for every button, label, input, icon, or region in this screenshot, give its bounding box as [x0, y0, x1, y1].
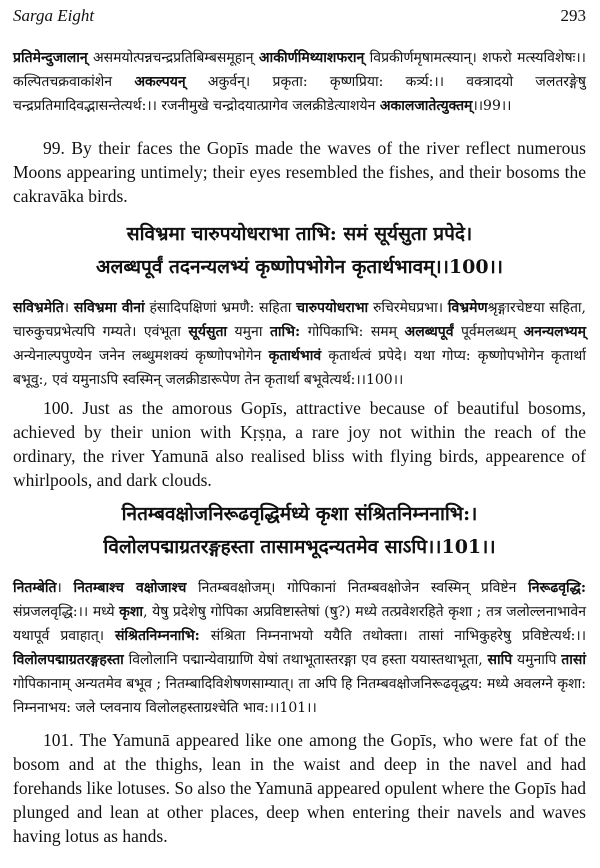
commentary-lemma: सविभ्रमेति — [13, 300, 64, 316]
commentary-lemma: अकल्पयन् — [134, 74, 186, 90]
commentary-lemma: सापि — [487, 652, 513, 668]
commentary-gloss: । — [63, 300, 74, 316]
commentary-gloss: विप्रकीर्णमृषामत्स्यान्। शफरो मत्स्यविशेषः।। कल्पितचक्रवाकांशेन — [13, 50, 586, 90]
page-header — [13, 6, 586, 46]
commentary-gloss: गोपिकाभि: समम् — [300, 324, 405, 340]
sanskrit-commentary-99 — [13, 46, 586, 118]
commentary-lemma: निरूढवृद्धि: — [528, 580, 586, 596]
commentary-gloss: । — [56, 580, 74, 596]
commentary-gloss: अन्येनाल्पपुण्येन जनेन लब्धुमशक्यं कृष्णोपभोगेन — [13, 348, 269, 364]
sanskrit-commentary-101 — [13, 576, 586, 720]
commentary-lemma: संश्रितनिम्ननाभि: — [114, 628, 200, 644]
verse-line: नितम्बवक्षोजनिरूढवृद्धिर्मध्ये कृशा संश्रितनिम्ननाभि:। — [121, 503, 478, 525]
commentary-lemma: सविभ्रमा वीनां — [73, 300, 145, 316]
commentary-lemma: विभ्रमेण — [447, 300, 488, 316]
verse-line: अलब्धपूर्वं तदनन्यलभ्यं कृष्णोपभोगेन कृतार्थभावम्।।100।। — [96, 256, 503, 278]
commentary-gloss: विलोलानि पद्मान्येवाग्राणि येषां तथाभूतास्तरङ्गा एव हस्ता ययास्तथाभूता, — [123, 652, 488, 668]
commentary-gloss: संप्रजलवृद्धि:।। मध्ये — [13, 604, 120, 620]
verse-line: सविभ्रमा चारुपयोधराभा ताभि: समं सूर्यसुता प्रपेदे। — [126, 223, 473, 245]
sanskrit-commentary-100 — [13, 296, 586, 392]
commentary-gloss: संश्रिता निम्ननाभयो ययैति तथोक्ता। तासां नाभिकुहरेषु प्रविष्टेत्यर्थ:।। — [199, 628, 586, 644]
commentary-lemma: विलोलपद्माग्रतरङ्गहस्ता — [13, 652, 124, 668]
commentary-lemma: सूर्यसुता — [188, 324, 228, 340]
translation-101: 101. The Yamunā appeared like one among the Gopīs, who were fat of the bosom and at the thighs, lean in the waist and deep in the navel and had forehands like lotuses. So also the Yamunā appeared opulent where the Gopīs had plunged and lean at other places, deep when entering their navels and waves having lotus as hands. — [13, 730, 586, 846]
commentary-gloss: अकुर्वन्। प्रकृता: कृष्णप्रिया: कर्त्र्य:।। वक्त्रादयो जलतरङ्गेषु चन्द्रप्रतिमादिवद्भासन्तेत्यर्थ:।। रजनीमुखे चन्द्रोदयात्प्रागेव जलक्रीडेत्याशयेन — [13, 74, 586, 114]
commentary-lemma: ताभि: — [269, 324, 301, 340]
commentary-gloss: नितम्बवक्षोजम्। गोपिकानां नितम्बवक्षोजेन स्वस्मिन् प्रविष्टेन — [186, 580, 529, 596]
commentary-lemma: प्रतिमेन्दुजालान् — [13, 50, 88, 66]
commentary-gloss: श्रृङ्गारचेष्टया सहिता, चारुकुचप्रभेत्यपि गम्यते। एवंभूता — [13, 300, 587, 340]
commentary-gloss: असमयोत्पन्नचन्द्रप्रतिबिम्बसमूहान् — [87, 50, 259, 66]
commentary-gloss: यमुना — [227, 324, 270, 340]
commentary-lemma: आकीर्णमिथ्याशफरान् — [258, 50, 365, 66]
verse-line: विलोलपद्माग्रतरङ्गहस्ता तासामभूदन्यतमेव साऽपि।।101।। — [103, 536, 496, 558]
commentary-gloss: हंसादिपक्षिणां भ्रमणै: सहिता — [144, 300, 297, 316]
commentary-gloss: , येषु प्रदेशेषु गोपिका अप्रविष्टास्तेषां (षु?) मध्ये तत्प्रवेशरहिते कृशा ; तत्र जलोल्लनाभावेन यथापूर्व प्रवाहात्। — [13, 604, 586, 644]
running-head: Sarga Eight — [13, 6, 95, 25]
commentary-gloss: ।।99।। — [472, 98, 512, 114]
verse-100 — [13, 218, 586, 284]
commentary-gloss: यमुनापि — [512, 652, 562, 668]
page-number: 293 — [560, 6, 586, 25]
commentary-gloss: पूर्वमलब्धम् — [453, 324, 524, 340]
translation-100: 100. Just as the amorous Gopīs, attractive because of beautiful bosoms, achieved by their union with Kṛṣṇa, a rare joy not within the reach of the ordinary, the river Yamunā also realised bliss with flying birds, appearence of whirlpools, and dark clouds. — [13, 398, 586, 490]
verse-101 — [13, 498, 586, 564]
commentary-lemma: अकालजातेत्युक्तम् — [379, 98, 473, 114]
commentary-gloss: रुचिरमेघप्रभा। — [368, 300, 448, 316]
commentary-gloss: कृतार्थत्वं प्रपेदे। यथा गोप्य: कृष्णोपभोगेन कृतार्था बभूवु:, एवं यमुनाऽपि स्वस्मिन् जलक्रीडारूपेण तेन कृतार्था बभूवेत्यर्थ:।।100।। — [13, 348, 586, 388]
commentary-lemma: अनन्यलभ्यम् — [523, 324, 586, 340]
commentary-gloss: गोपिकानाम् अन्यतमेव बभूव ; नितम्बादिविशेषणसाम्यात्। ता अपि हि नितम्बवक्षोजनिरूढवृद्धय: मध्ये अवलग्ने कृशा: निम्ननाभय: जले प्लवनाय विलोलहस्ताग्रश्चेति भाव:।।101।। — [13, 676, 586, 716]
commentary-lemma: चारुपयोधराभा — [296, 300, 369, 316]
commentary-lemma: कृतार्थभावं — [268, 348, 322, 364]
translation-99: 99. By their faces the Gopīs made the waves of the river reflect numerous Moons appearing untimely; their eyes resembled the fishes, and their bosoms the cakravāka birds. — [13, 138, 586, 206]
commentary-lemma: कृशा — [119, 604, 144, 620]
commentary-lemma: तासां — [561, 652, 586, 668]
commentary-lemma: नितम्बेति — [13, 580, 57, 596]
commentary-lemma: अलब्धपूर्वं — [404, 324, 454, 340]
commentary-lemma: नितम्बाश्च वक्षोजाश्च — [73, 580, 187, 596]
